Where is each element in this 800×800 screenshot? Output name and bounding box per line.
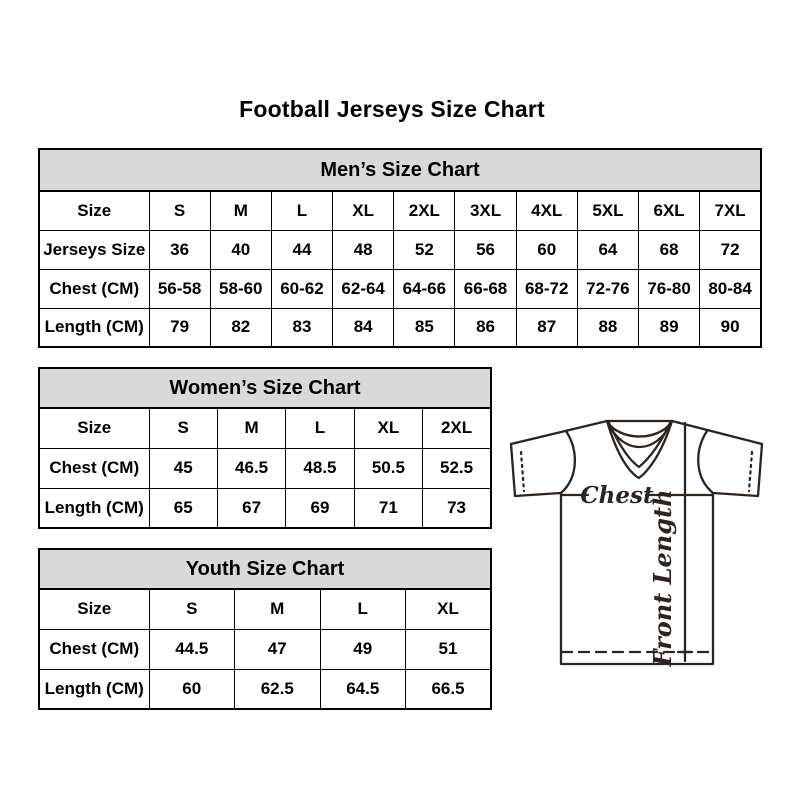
table-cell: 71 <box>354 488 422 528</box>
table-cell: 65 <box>149 488 217 528</box>
page-title: Football Jerseys Size Chart <box>239 96 545 122</box>
row-label: Size <box>39 191 149 230</box>
table-cell: S <box>149 408 217 448</box>
jersey-collar-inner-v <box>609 423 670 467</box>
youth-size-table <box>38 548 492 710</box>
table-cell: 88 <box>577 308 638 347</box>
table-row <box>39 629 491 669</box>
chest-label: Chest <box>580 482 654 509</box>
table-cell: 69 <box>286 488 354 528</box>
table-cell: S <box>149 191 210 230</box>
jersey-cuff-stitch-right <box>749 452 752 491</box>
table-cell: 68-72 <box>516 269 577 308</box>
row-label: Jerseys Size <box>39 230 149 269</box>
row-label: Length (CM) <box>39 488 149 528</box>
jersey-sleeve-right <box>713 444 762 496</box>
table-cell: 51 <box>406 629 492 669</box>
table-cell: L <box>271 191 332 230</box>
table-cell: XL <box>333 191 394 230</box>
jersey-collar-arc-1 <box>608 423 671 437</box>
table-cell: 44.5 <box>149 629 235 669</box>
table-cell: 2XL <box>423 408 491 448</box>
table-cell: 79 <box>149 308 210 347</box>
table-row <box>39 230 761 269</box>
table-cell: 5XL <box>577 191 638 230</box>
table-cell: 48.5 <box>286 448 354 488</box>
table-title: Women’s Size Chart <box>39 368 491 408</box>
table-cell: 73 <box>423 488 491 528</box>
table-cell: 56 <box>455 230 516 269</box>
table-cell: L <box>286 408 354 448</box>
table-cell: 49 <box>320 629 406 669</box>
table-cell: 64.5 <box>320 669 406 709</box>
table-cell: 89 <box>639 308 700 347</box>
table-cell: 56-58 <box>149 269 210 308</box>
table-row <box>39 408 491 448</box>
jersey-body <box>561 493 713 664</box>
table-title: Youth Size Chart <box>39 549 491 589</box>
jersey-armhole-left <box>561 431 575 493</box>
table-cell: S <box>149 589 235 629</box>
table-cell: 64-66 <box>394 269 455 308</box>
table-cell: 45 <box>149 448 217 488</box>
table-cell: 66.5 <box>406 669 492 709</box>
table-cell: 52.5 <box>423 448 491 488</box>
table-cell: 50.5 <box>354 448 422 488</box>
table-header-row <box>39 549 491 589</box>
table-cell: 46.5 <box>217 448 285 488</box>
front-length-label: Front Length <box>648 489 677 667</box>
table-cell: 86 <box>455 308 516 347</box>
jersey-armhole-right <box>698 431 713 493</box>
row-label: Length (CM) <box>39 308 149 347</box>
table-cell: 62-64 <box>333 269 394 308</box>
table-cell: 83 <box>271 308 332 347</box>
table-cell: 7XL <box>700 191 761 230</box>
row-label: Chest (CM) <box>39 629 149 669</box>
table-row <box>39 269 761 308</box>
row-label: Size <box>39 589 149 629</box>
table-row <box>39 589 491 629</box>
table-cell: 48 <box>333 230 394 269</box>
table-cell: 76-80 <box>639 269 700 308</box>
table-cell: 40 <box>210 230 271 269</box>
table-cell: 87 <box>516 308 577 347</box>
table-cell: M <box>210 191 271 230</box>
table-cell: 62.5 <box>235 669 321 709</box>
table-cell: 3XL <box>455 191 516 230</box>
table-cell: 60 <box>149 669 235 709</box>
jersey-collar-arc-2 <box>608 423 671 447</box>
table-cell: 67 <box>217 488 285 528</box>
table-cell: 68 <box>639 230 700 269</box>
table-cell: 90 <box>700 308 761 347</box>
row-label: Chest (CM) <box>39 448 149 488</box>
table-cell: 4XL <box>516 191 577 230</box>
table-cell: XL <box>406 589 492 629</box>
table-cell: 85 <box>394 308 455 347</box>
table-cell: 72-76 <box>577 269 638 308</box>
table-cell: M <box>235 589 321 629</box>
table-header-row <box>39 149 761 191</box>
mens-size-table <box>38 148 762 348</box>
table-row <box>39 191 761 230</box>
table-cell: 80-84 <box>700 269 761 308</box>
jersey-measurement-diagram <box>498 403 774 671</box>
jersey-shoulder-left <box>511 421 607 444</box>
table-cell: 60 <box>516 230 577 269</box>
row-label: Chest (CM) <box>39 269 149 308</box>
table-cell: 58-60 <box>210 269 271 308</box>
table-cell: XL <box>354 408 422 448</box>
table-cell: 6XL <box>639 191 700 230</box>
table-cell: 60-62 <box>271 269 332 308</box>
table-cell: 66-68 <box>455 269 516 308</box>
table-cell: 72 <box>700 230 761 269</box>
jersey-sleeve-left <box>511 444 561 496</box>
table-cell: 64 <box>577 230 638 269</box>
table-title: Men’s Size Chart <box>39 149 761 191</box>
table-row <box>39 448 491 488</box>
table-cell: 52 <box>394 230 455 269</box>
table-row <box>39 669 491 709</box>
table-cell: L <box>320 589 406 629</box>
jersey-cuff-stitch-left <box>521 452 524 491</box>
table-row <box>39 488 491 528</box>
table-row <box>39 308 761 347</box>
table-cell: 84 <box>333 308 394 347</box>
table-cell: 2XL <box>394 191 455 230</box>
table-cell: 36 <box>149 230 210 269</box>
table-cell: 44 <box>271 230 332 269</box>
table-header-row <box>39 368 491 408</box>
row-label: Size <box>39 408 149 448</box>
table-cell: 47 <box>235 629 321 669</box>
row-label: Length (CM) <box>39 669 149 709</box>
table-cell: M <box>217 408 285 448</box>
womens-size-table <box>38 367 492 529</box>
table-cell: 82 <box>210 308 271 347</box>
